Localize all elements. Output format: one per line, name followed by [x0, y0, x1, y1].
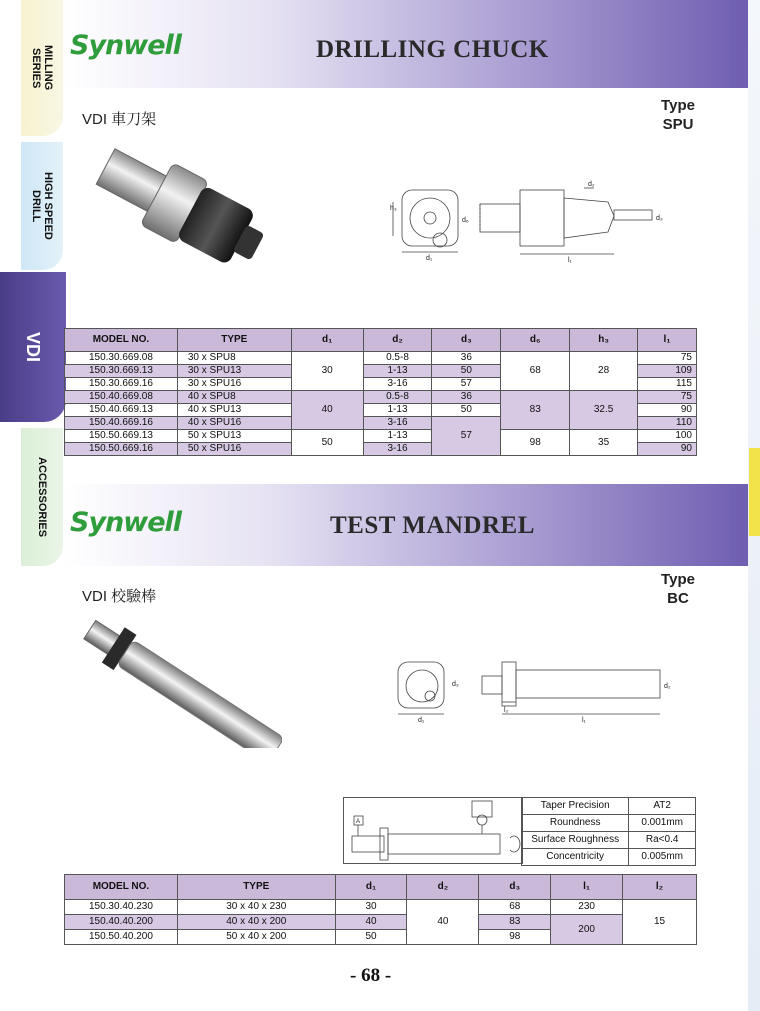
model-cell: 150.30.669.13	[65, 365, 178, 378]
l1-cell: 90	[638, 443, 697, 456]
d2-cell: 1-13	[363, 404, 432, 417]
type-block	[648, 570, 708, 608]
type-cell: 40 x SPU16	[177, 417, 291, 430]
column-header: h₃	[570, 329, 638, 352]
type-block	[648, 96, 708, 134]
synwell-logo: Synwell	[70, 30, 182, 61]
spec-row	[522, 832, 696, 849]
table-row	[65, 430, 697, 443]
type-cell: 30 x SPU13	[177, 365, 291, 378]
d2-cell: 40	[407, 900, 479, 945]
d1-cell: 40	[291, 391, 363, 430]
tolerance-diagram	[343, 797, 523, 864]
d1-cell: 30	[335, 900, 407, 915]
spec-label: Surface Roughness	[522, 832, 629, 849]
spec-table	[521, 797, 696, 866]
l2-cell: 15	[623, 900, 697, 945]
spec-label: Roundness	[522, 815, 629, 832]
h3-cell: 35	[570, 430, 638, 456]
d3-cell: 50	[432, 365, 501, 378]
column-header: l₂	[623, 875, 697, 900]
diagram-label: d₂	[664, 683, 671, 690]
spec-label: Concentricity	[522, 849, 629, 866]
type-label: Type	[661, 571, 695, 588]
spec-row	[522, 849, 696, 866]
l1-cell: 100	[638, 430, 697, 443]
drilling-chuck-photo	[78, 132, 288, 317]
d2-cell: 1-13	[363, 365, 432, 378]
type-cell: 30 x 40 x 230	[177, 900, 335, 915]
d1-cell: 30	[291, 352, 363, 391]
d1-cell: 50	[335, 930, 407, 945]
table-row	[65, 915, 697, 930]
column-header: MODEL NO.	[65, 329, 178, 352]
column-header: l₁	[638, 329, 697, 352]
synwell-logo: Synwell	[70, 507, 182, 538]
model-cell: 150.30.669.16	[65, 378, 178, 391]
d3-cell: 57	[432, 378, 501, 391]
datum-label: A	[356, 819, 361, 825]
type-cell: 50 x SPU16	[177, 443, 291, 456]
drilling-chuck-table	[64, 328, 697, 456]
spec-row	[522, 815, 696, 832]
diagram-label: d₆	[462, 217, 469, 224]
spec-value: Ra<0.4	[629, 832, 696, 849]
model-cell: 150.40.669.08	[65, 391, 178, 404]
page-number: - 68 -	[350, 965, 392, 986]
l1-cell: 230	[551, 900, 623, 915]
model-cell: 150.40.669.16	[65, 417, 178, 430]
tolerance-drawing	[344, 798, 522, 863]
d2-cell: 0.5-8	[363, 352, 432, 365]
column-header: d₃	[479, 875, 551, 900]
type-value: SPU	[662, 116, 694, 133]
l1-cell: 75	[638, 391, 697, 404]
d1-cell: 40	[335, 915, 407, 930]
d6-cell: 98	[501, 430, 570, 456]
type-cell: 30 x SPU16	[177, 378, 291, 391]
column-header: d₂	[407, 875, 479, 900]
drilling-chuck-diagram	[388, 180, 678, 265]
type-cell: 30 x SPU8	[177, 352, 291, 365]
d1-cell: 50	[291, 430, 363, 456]
l1-cell: 90	[638, 404, 697, 417]
l1-cell: 109	[638, 365, 697, 378]
d6-cell: 83	[501, 391, 570, 430]
tab-label: HIGH SPEED DRILL	[30, 172, 54, 240]
spec-value: 0.005mm	[629, 849, 696, 866]
l1-cell: 200	[551, 915, 623, 945]
diagram-label: d₁	[426, 255, 433, 262]
type-cell: 40 x SPU13	[177, 404, 291, 417]
h3-cell: 28	[570, 352, 638, 391]
d2-cell: 3-16	[363, 378, 432, 391]
diagram-label: d₁	[418, 717, 425, 724]
diagram-label: h₃	[390, 205, 397, 212]
table-row	[65, 391, 697, 404]
diagram-label: l₁	[582, 717, 586, 724]
d2-cell: 0.5-8	[363, 391, 432, 404]
d3-cell: 57	[432, 417, 501, 456]
type-cell: 50 x SPU13	[177, 430, 291, 443]
d3-cell: 98	[479, 930, 551, 945]
spec-value: AT2	[629, 798, 696, 815]
diagram-label: d₂	[588, 181, 595, 188]
test-mandrel-diagram	[392, 656, 682, 728]
model-cell: 150.40.669.13	[65, 404, 178, 417]
diagram-label: l₂	[504, 707, 509, 714]
diagram-label: d₃	[656, 215, 663, 222]
column-header: d₂	[363, 329, 432, 352]
column-header: MODEL NO.	[65, 875, 178, 900]
column-header: d₃	[432, 329, 501, 352]
model-cell: 150.30.40.230	[65, 900, 178, 915]
test-mandrel-photo	[72, 618, 282, 748]
tab-milling-series[interactable]	[21, 0, 63, 136]
table-row	[65, 352, 697, 365]
section-title: TEST MANDREL	[330, 512, 535, 539]
page-edge-marker	[749, 448, 760, 536]
l1-cell: 115	[638, 378, 697, 391]
d3-cell: 83	[479, 915, 551, 930]
section-subtitle: VDI 校驗棒	[82, 588, 157, 605]
model-cell: 150.40.40.200	[65, 915, 178, 930]
d2-cell: 1-13	[363, 430, 432, 443]
spec-label: Taper Precision	[522, 798, 629, 815]
table-row	[65, 900, 697, 915]
tab-accessories[interactable]	[21, 428, 63, 566]
spec-value: 0.001mm	[629, 815, 696, 832]
type-cell: 40 x 40 x 200	[177, 915, 335, 930]
column-header: d₁	[291, 329, 363, 352]
column-header: d₁	[335, 875, 407, 900]
tab-label: VDI	[23, 331, 43, 362]
d3-cell: 50	[432, 404, 501, 417]
column-header: TYPE	[177, 875, 335, 900]
d3-cell: 68	[479, 900, 551, 915]
tab-high-speed-drill[interactable]	[21, 142, 63, 270]
column-header: TYPE	[177, 329, 291, 352]
section-title: DRILLING CHUCK	[316, 36, 549, 63]
model-cell: 150.50.669.16	[65, 443, 178, 456]
type-cell: 50 x 40 x 200	[177, 930, 335, 945]
type-value: BC	[667, 590, 689, 607]
l1-cell: 75	[638, 352, 697, 365]
type-label: Type	[661, 97, 695, 114]
diagram-label: d₃	[452, 681, 459, 688]
model-cell: 150.50.40.200	[65, 930, 178, 945]
d2-cell: 3-16	[363, 443, 432, 456]
model-cell: 150.50.669.13	[65, 430, 178, 443]
tab-label: MILLING SERIES	[30, 45, 54, 91]
section-subtitle: VDI 車刀架	[82, 111, 157, 128]
spec-row	[522, 798, 696, 815]
column-header: l₁	[551, 875, 623, 900]
tab-label: ACCESSORIES	[36, 456, 48, 538]
test-mandrel-table	[64, 874, 697, 945]
tab-vdi[interactable]	[0, 272, 66, 422]
diagram-label: l₁	[568, 257, 572, 264]
l1-cell: 110	[638, 417, 697, 430]
model-cell: 150.30.669.08	[65, 352, 178, 365]
d6-cell: 68	[501, 352, 570, 391]
d2-cell: 3-16	[363, 417, 432, 430]
column-header: d₆	[501, 329, 570, 352]
d3-cell: 36	[432, 352, 501, 365]
type-cell: 40 x SPU8	[177, 391, 291, 404]
h3-cell: 32.5	[570, 391, 638, 430]
d3-cell: 36	[432, 391, 501, 404]
